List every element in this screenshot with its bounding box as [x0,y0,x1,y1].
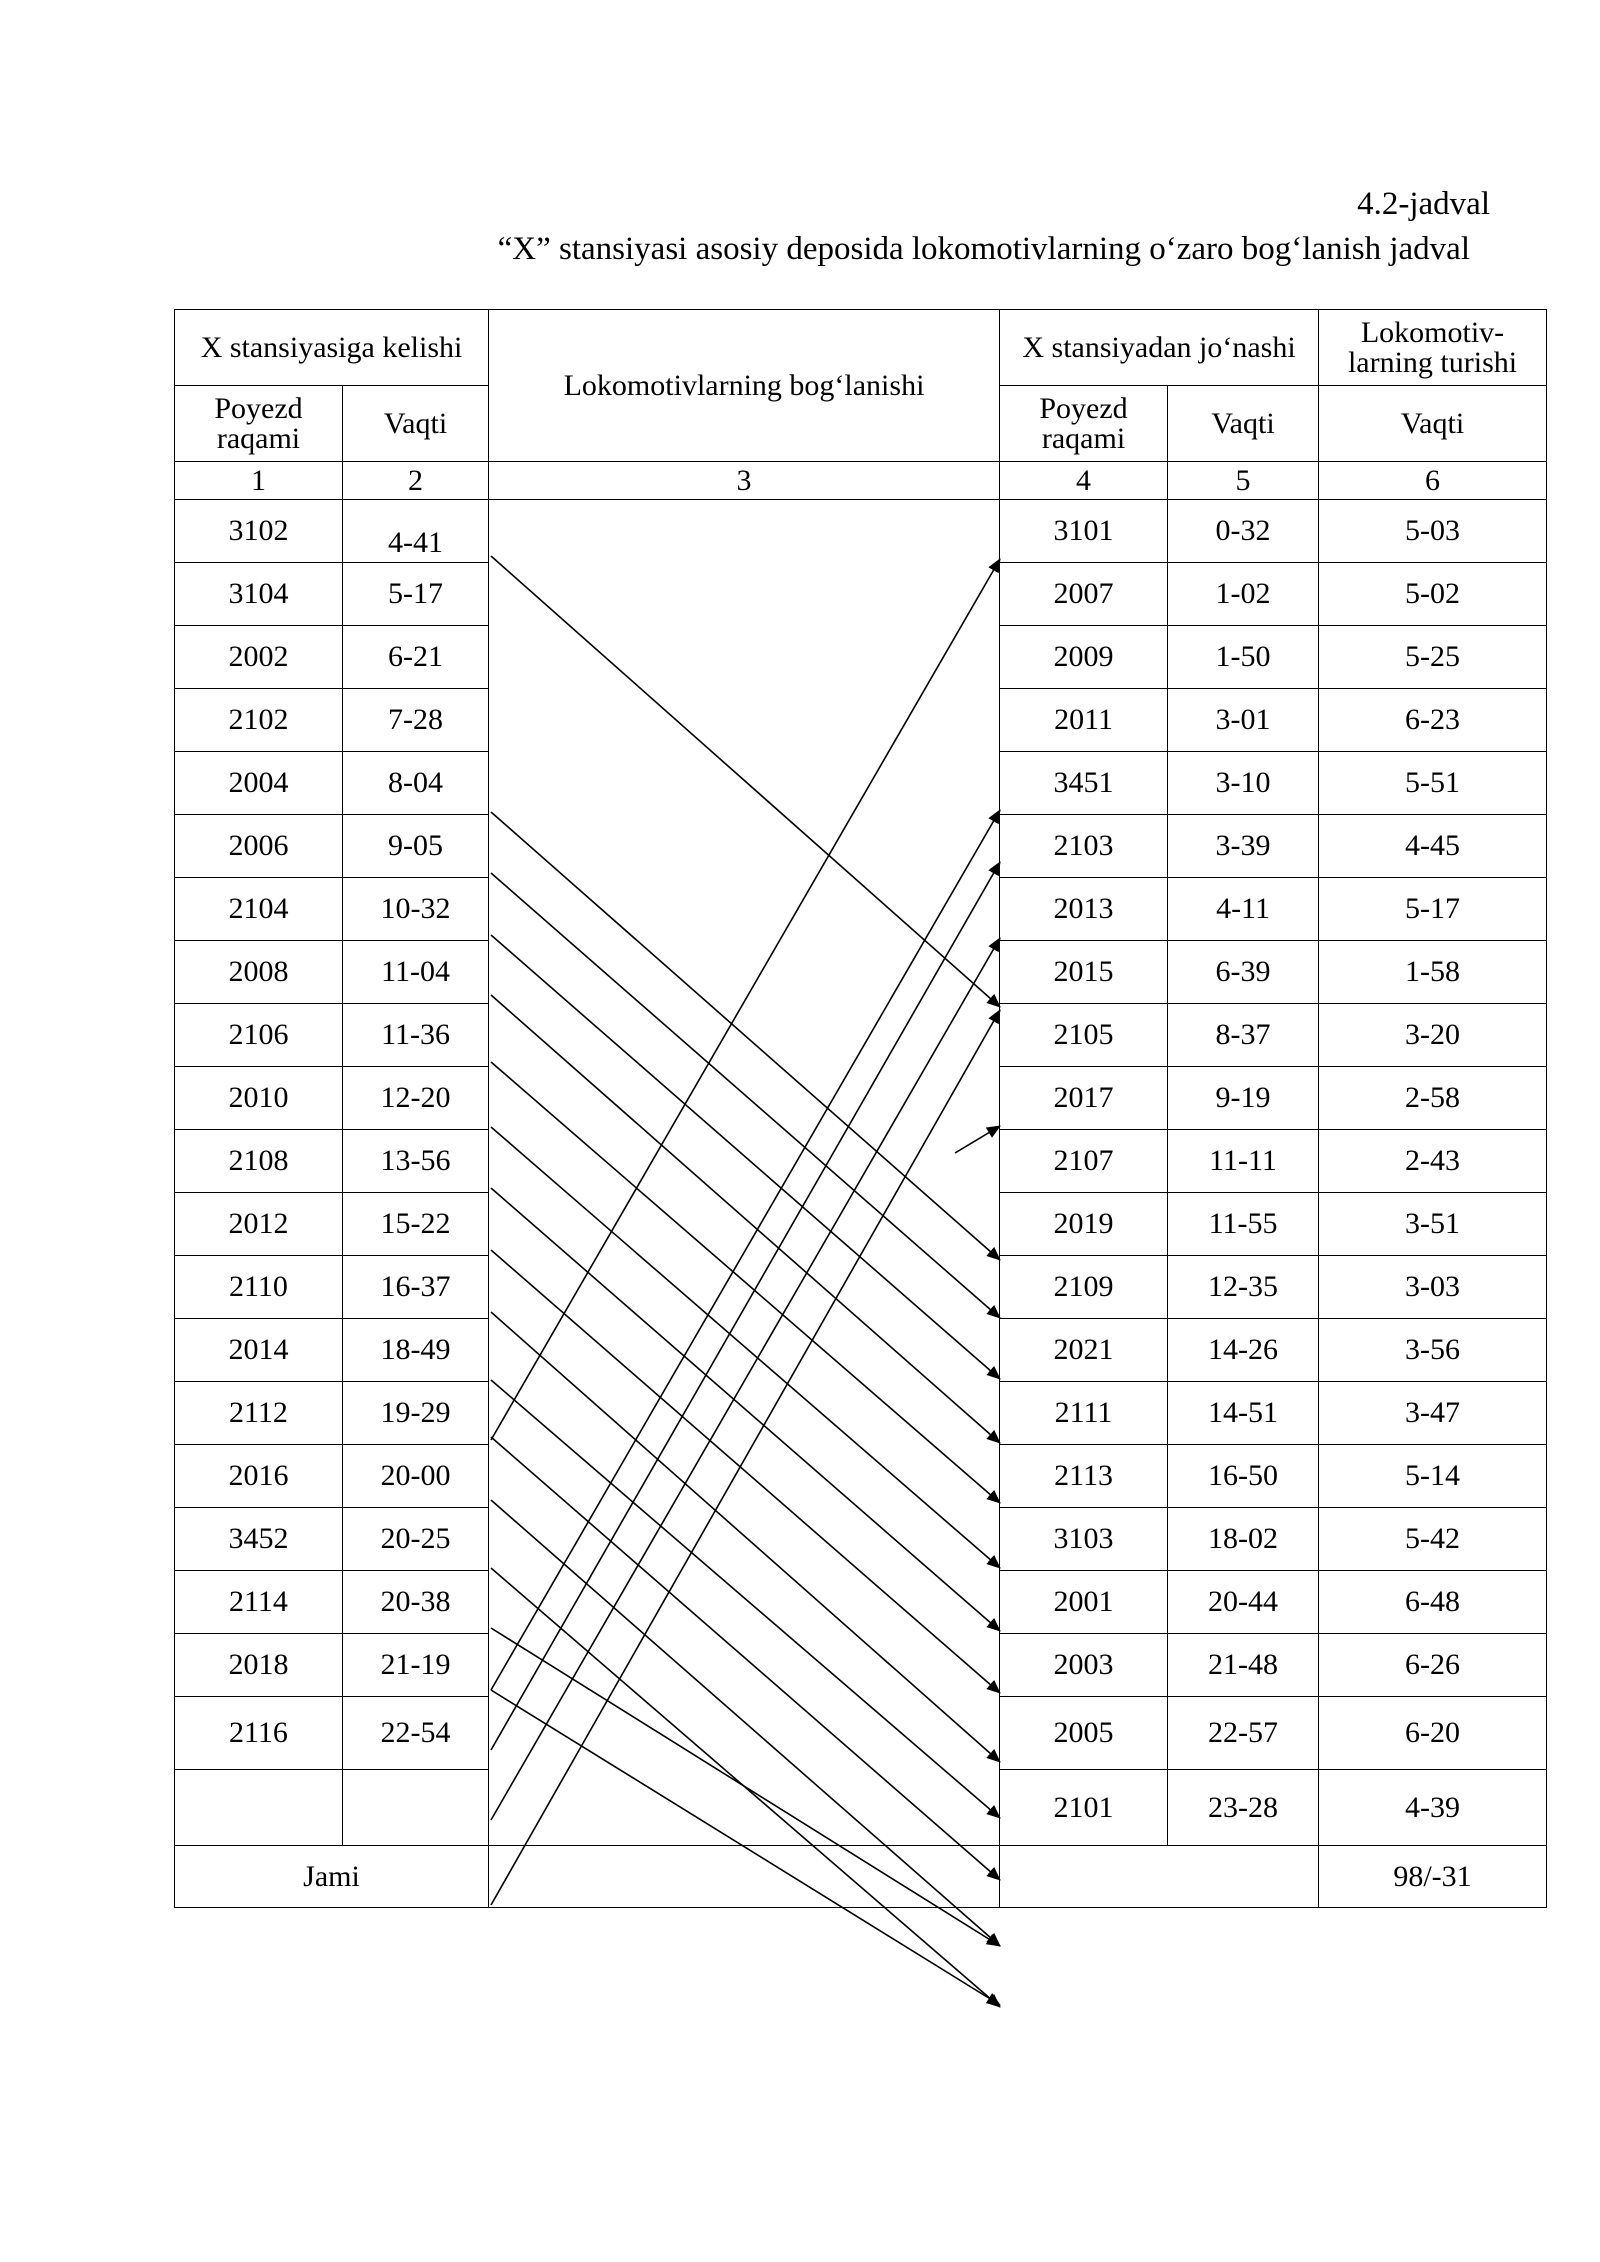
departure-time-cell: 22-57 [1168,1697,1319,1770]
arrival-time-cell: 5-17 [343,563,489,626]
turnover-time-cell: 2-43 [1319,1130,1547,1193]
turnover-time-cell: 4-39 [1319,1770,1547,1846]
total-value: 98/-31 [1319,1846,1547,1908]
arrival-train-cell: 2002 [175,626,343,689]
arrival-time-cell: 8-04 [343,752,489,815]
departure-time-cell: 3-01 [1168,689,1319,752]
turnover-time-cell: 3-03 [1319,1256,1547,1319]
column-number: 3 [489,462,1000,500]
departure-time-cell: 14-26 [1168,1319,1319,1382]
arrival-time-cell: 22-54 [343,1697,489,1770]
departure-train-cell: 2011 [1000,689,1168,752]
arrival-time-cell: 18-49 [343,1319,489,1382]
arrival-time-cell: 12-20 [343,1067,489,1130]
departure-train-cell: 2103 [1000,815,1168,878]
turnover-time-cell: 5-25 [1319,626,1547,689]
table-row [175,500,1547,563]
table-label: 4.2-jadval [1357,186,1490,222]
arrival-train-cell: 3102 [175,500,343,563]
arrival-time-cell: 16-37 [343,1256,489,1319]
departure-train-cell: 2105 [1000,1004,1168,1067]
departure-train-cell: 2021 [1000,1319,1168,1382]
arrival-time-cell: 20-38 [343,1571,489,1634]
header-departure-group: X stansiyadan jo‘nashi [1000,310,1319,386]
header-arrival-time: Vaqti [343,386,489,462]
arrival-time-cell: 4-41 [343,500,489,563]
header-departure-time: Vaqti [1168,386,1319,462]
turnover-time-cell: 3-56 [1319,1319,1547,1382]
turnover-time-cell: 5-03 [1319,500,1547,563]
departure-train-cell: 2005 [1000,1697,1168,1770]
arrival-time-cell: 6-21 [343,626,489,689]
departure-train-cell: 2003 [1000,1634,1168,1697]
arrival-time-cell: 20-00 [343,1445,489,1508]
departure-time-cell: 16-50 [1168,1445,1319,1508]
turnover-time-cell: 3-47 [1319,1382,1547,1445]
arrival-train-cell: 2114 [175,1571,343,1634]
departure-time-cell: 3-39 [1168,815,1319,878]
total-label: Jami [175,1846,489,1908]
arrival-train-cell: 2108 [175,1130,343,1193]
departure-train-cell: 2013 [1000,878,1168,941]
departure-time-cell: 6-39 [1168,941,1319,1004]
arrival-time-cell [343,1770,489,1846]
arrival-time-cell: 9-05 [343,815,489,878]
departure-time-cell: 20-44 [1168,1571,1319,1634]
departure-time-cell: 3-10 [1168,752,1319,815]
arrival-time-cell: 7-28 [343,689,489,752]
arrival-train-cell: 2102 [175,689,343,752]
departure-time-cell: 21-48 [1168,1634,1319,1697]
departure-train-cell: 2111 [1000,1382,1168,1445]
departure-time-cell: 0-32 [1168,500,1319,563]
departure-train-cell: 3451 [1000,752,1168,815]
total-link-cell [489,1846,1000,1908]
turnover-time-cell: 5-17 [1319,878,1547,941]
departure-train-cell: 3101 [1000,500,1168,563]
arrival-train-cell: 2004 [175,752,343,815]
departure-train-cell: 2017 [1000,1067,1168,1130]
arrival-train-cell: 2012 [175,1193,343,1256]
turnover-time-cell: 4-45 [1319,815,1547,878]
column-number: 4 [1000,462,1168,500]
arrival-train-cell: 2110 [175,1256,343,1319]
departure-time-cell: 11-55 [1168,1193,1319,1256]
turnover-time-cell: 2-58 [1319,1067,1547,1130]
header-arrival-group: X stansiyasiga kelishi [175,310,489,386]
departure-time-cell: 1-02 [1168,563,1319,626]
arrival-time-cell: 10-32 [343,878,489,941]
arrival-train-cell: 2116 [175,1697,343,1770]
departure-train-cell: 2107 [1000,1130,1168,1193]
departure-time-cell: 12-35 [1168,1256,1319,1319]
turnover-time-cell: 5-02 [1319,563,1547,626]
departure-train-cell: 2001 [1000,1571,1168,1634]
arrival-train-cell [175,1770,343,1846]
departure-time-cell: 9-19 [1168,1067,1319,1130]
arrival-time-cell: 13-56 [343,1130,489,1193]
departure-train-cell: 2007 [1000,563,1168,626]
link-column-cell [489,500,1000,1846]
arrival-train-cell: 2008 [175,941,343,1004]
turnover-time-cell: 6-20 [1319,1697,1547,1770]
departure-train-cell: 2009 [1000,626,1168,689]
arrival-train-cell: 2016 [175,1445,343,1508]
turnover-time-cell: 6-23 [1319,689,1547,752]
departure-time-cell: 23-28 [1168,1770,1319,1846]
arrival-time-cell: 19-29 [343,1382,489,1445]
departure-time-cell: 18-02 [1168,1508,1319,1571]
arrival-train-cell: 2006 [175,815,343,878]
arrival-train-cell: 2106 [175,1004,343,1067]
turnover-time-cell: 5-14 [1319,1445,1547,1508]
departure-time-cell: 11-11 [1168,1130,1319,1193]
column-number: 2 [343,462,489,500]
total-row [175,1846,1547,1908]
departure-time-cell: 14-51 [1168,1382,1319,1445]
departure-train-cell: 2015 [1000,941,1168,1004]
turnover-time-cell: 1-58 [1319,941,1547,1004]
departure-train-cell: 2101 [1000,1770,1168,1846]
departure-train-cell: 2113 [1000,1445,1168,1508]
departure-train-cell: 2019 [1000,1193,1168,1256]
turnover-time-cell: 6-48 [1319,1571,1547,1634]
arrival-time-cell: 11-04 [343,941,489,1004]
turnover-time-cell: 3-20 [1319,1004,1547,1067]
arrival-train-cell: 2104 [175,878,343,941]
column-number: 6 [1319,462,1547,500]
header-link-column: Lokomotivlarning bog‘lanishi [489,310,1000,462]
arrival-time-cell: 21-19 [343,1634,489,1697]
departure-time-cell: 4-11 [1168,878,1319,941]
header-turnover-time: Vaqti [1319,386,1547,462]
header-arrival-train: Poyezd raqami [175,386,343,462]
turnover-time-cell: 3-51 [1319,1193,1547,1256]
arrival-time-cell: 20-25 [343,1508,489,1571]
turnover-time-cell: 6-26 [1319,1634,1547,1697]
departure-time-cell: 8-37 [1168,1004,1319,1067]
arrival-train-cell: 2010 [175,1067,343,1130]
turnover-time-cell: 5-51 [1319,752,1547,815]
departure-time-cell: 1-50 [1168,626,1319,689]
departure-train-cell: 3103 [1000,1508,1168,1571]
arrival-train-cell: 2014 [175,1319,343,1382]
column-number: 1 [175,462,343,500]
header-turnover-group: Lokomotiv-larning turishi [1319,310,1547,386]
header-departure-train: Poyezd raqami [1000,386,1168,462]
arrival-train-cell: 2112 [175,1382,343,1445]
column-number: 5 [1168,462,1319,500]
turnover-time-cell: 5-42 [1319,1508,1547,1571]
arrival-train-cell: 3104 [175,563,343,626]
arrival-train-cell: 2018 [175,1634,343,1697]
arrival-time-cell: 11-36 [343,1004,489,1067]
departure-train-cell: 2109 [1000,1256,1168,1319]
total-empty-cell [1000,1846,1319,1908]
arrival-train-cell: 3452 [175,1508,343,1571]
locomotive-link-table [174,309,1547,1908]
arrival-time-cell: 15-22 [343,1193,489,1256]
table-title: “X” stansiyasi asosiy deposida lokomotivlarning o‘zaro bog‘lanish jadval [497,231,1470,267]
